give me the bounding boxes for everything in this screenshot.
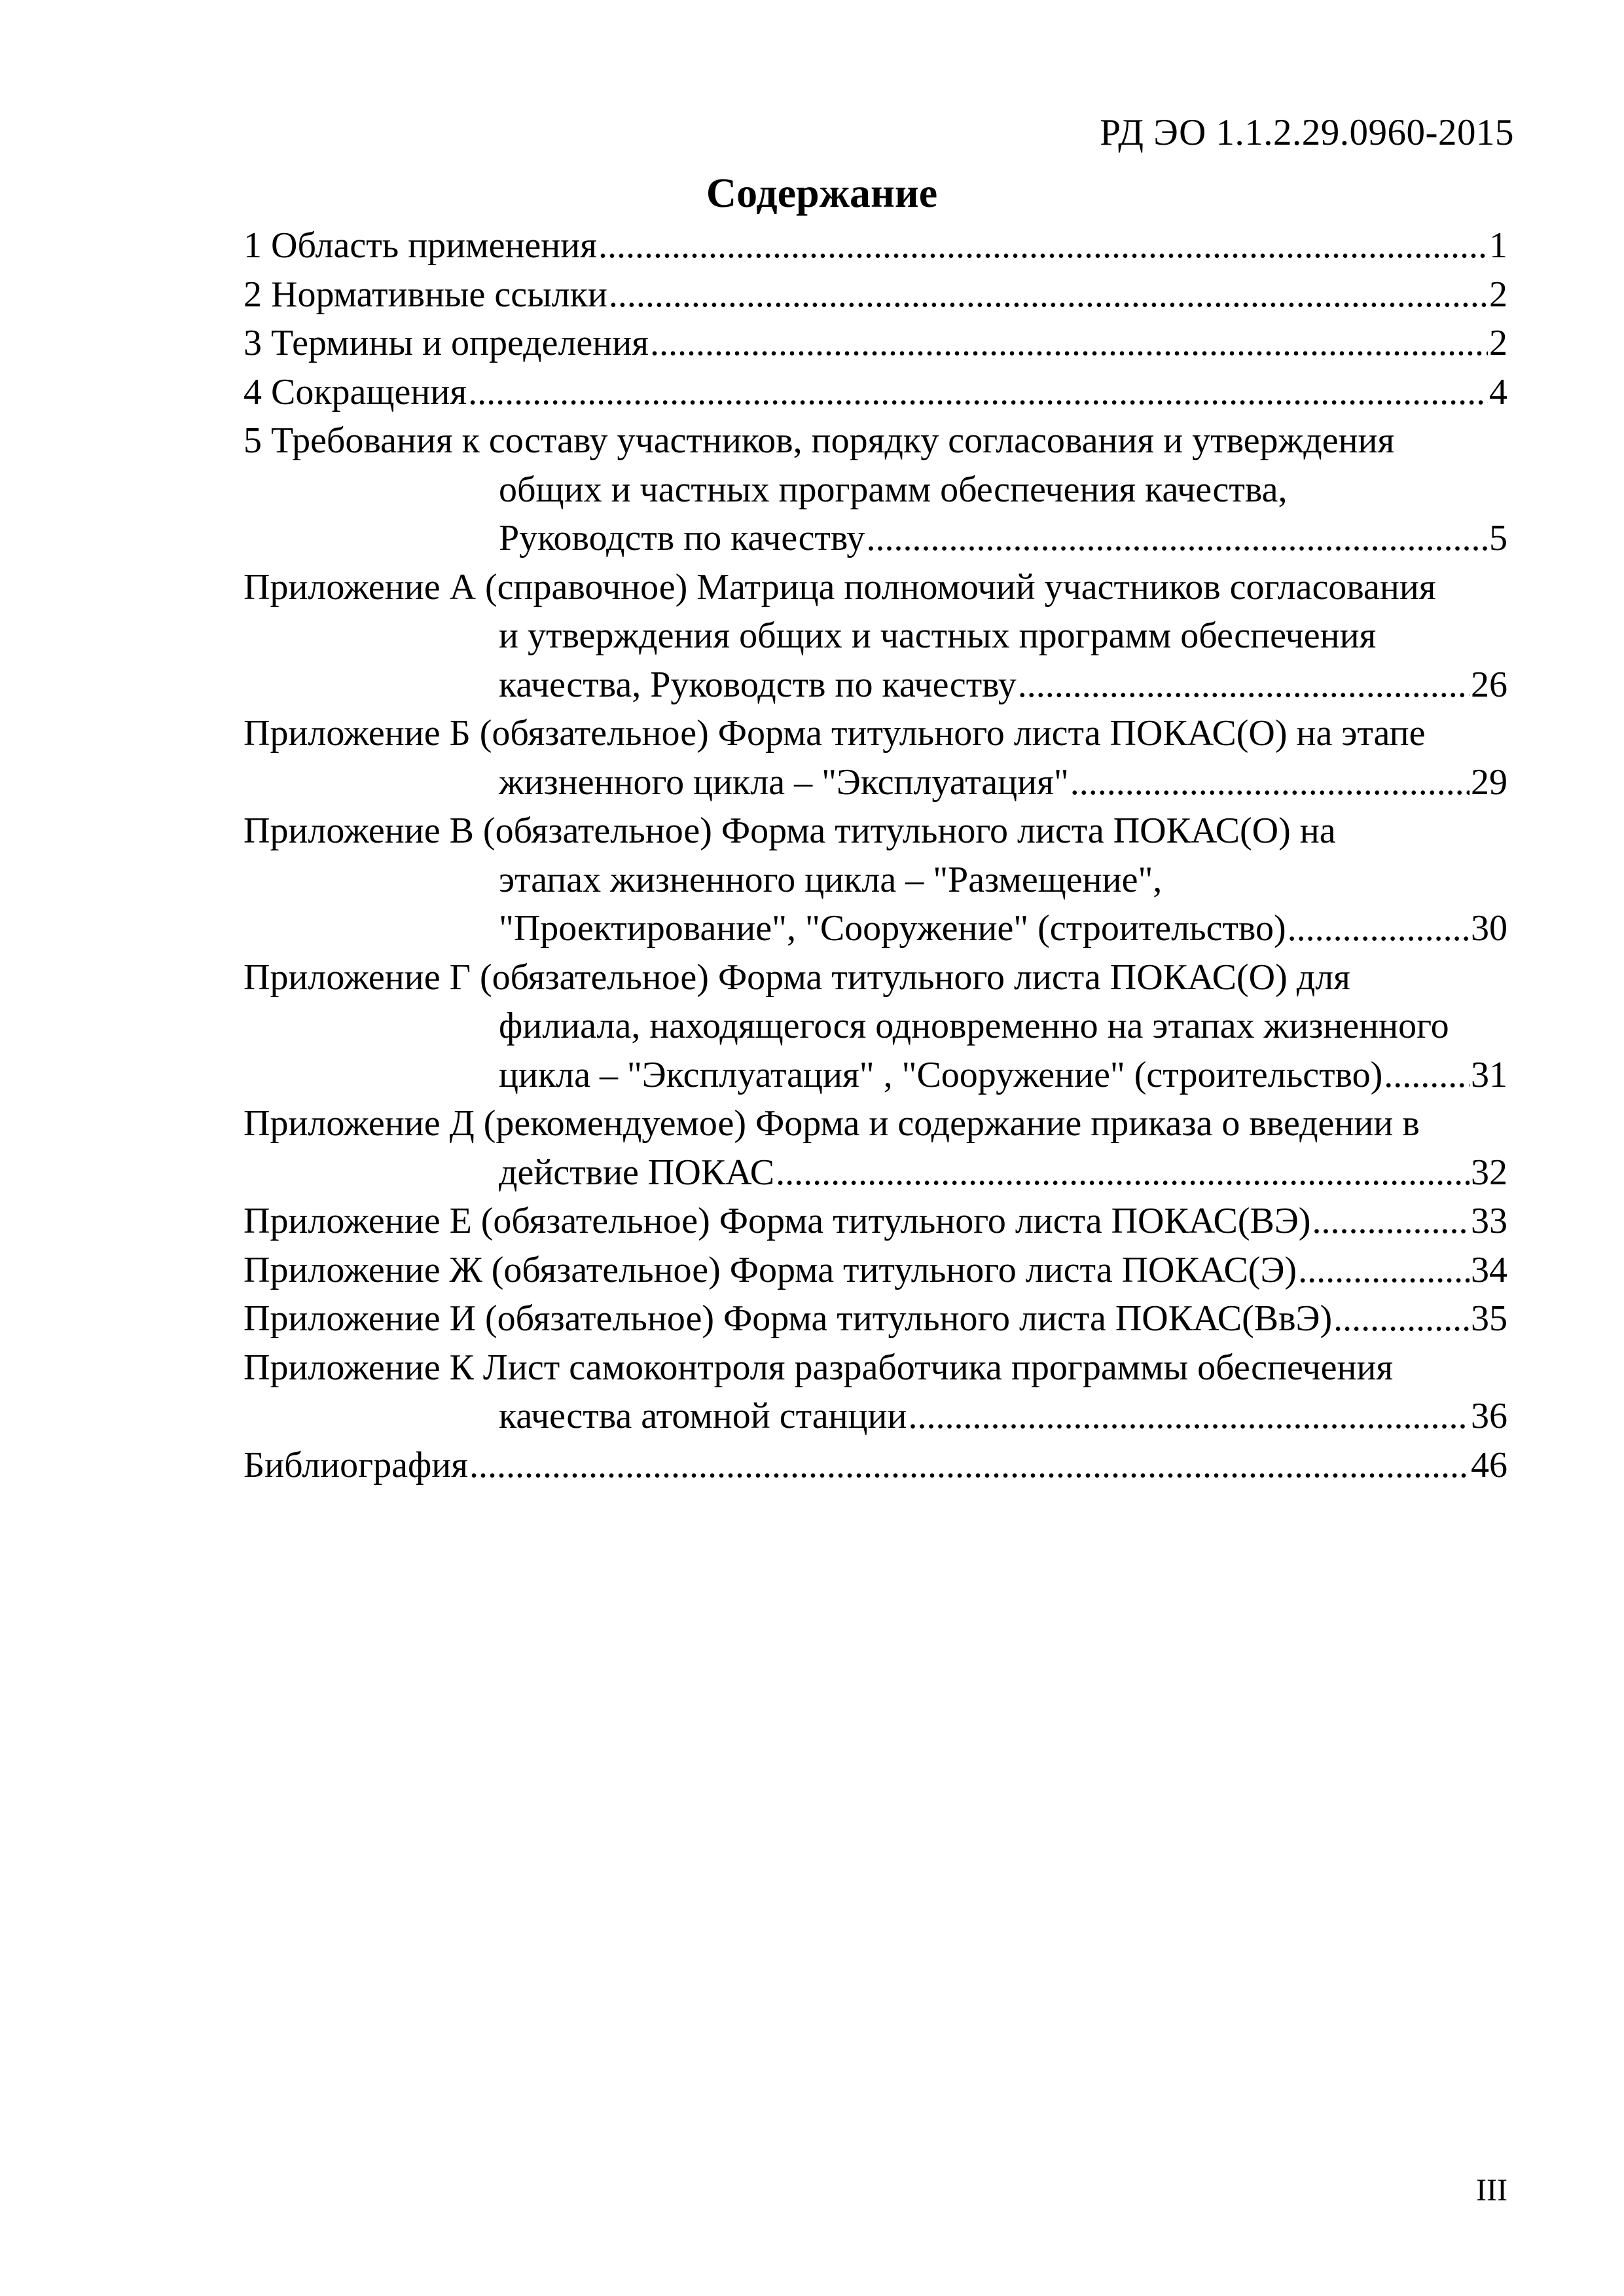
table-of-contents xyxy=(244,221,1507,1489)
toc-entry xyxy=(244,807,1507,953)
toc-line xyxy=(244,661,1507,710)
dot-leader xyxy=(650,319,1488,368)
dot-leader xyxy=(1312,1197,1470,1246)
dot-leader xyxy=(1333,1294,1470,1343)
toc-entry-text: Приложение Б (обязательное) Форма титульного листа ПОКАС(О) на этапе xyxy=(244,713,1426,754)
toc-page-number: 2 xyxy=(1489,274,1507,315)
toc-entry xyxy=(244,1343,1507,1441)
toc-entry-text: и утверждения общих и частных программ обеспечения xyxy=(499,615,1377,656)
dot-leader xyxy=(609,270,1488,319)
toc-line xyxy=(244,514,1507,563)
toc-entry xyxy=(244,270,1507,319)
toc-page-number: 26 xyxy=(1471,664,1507,705)
toc-entry xyxy=(244,368,1507,417)
toc-line xyxy=(244,1197,1507,1246)
toc-entry-text: 4 Сокращения xyxy=(244,371,467,412)
toc-line xyxy=(244,1441,1507,1490)
toc-entry xyxy=(244,1246,1507,1295)
toc-page-number: 36 xyxy=(1471,1396,1507,1436)
dot-leader xyxy=(469,1441,1470,1490)
toc-entry xyxy=(244,709,1507,807)
toc-entry-text: Приложение Е (обязательное) Форма титульного листа ПОКАС(ВЭ) xyxy=(244,1201,1311,1241)
toc-line xyxy=(244,221,1507,270)
toc-entry-text: цикла – "Эксплуатация" , "Сооружение" (строительство) xyxy=(499,1054,1383,1095)
toc-entry xyxy=(244,563,1507,710)
toc-page-number: 34 xyxy=(1471,1249,1507,1290)
page-number: III xyxy=(1476,2173,1507,2208)
toc-page-number: 4 xyxy=(1489,371,1507,412)
toc-page-number: 35 xyxy=(1471,1298,1507,1339)
toc-entry-text: Приложение И (обязательное) Форма титульного листа ПОКАС(ВвЭ) xyxy=(244,1298,1333,1339)
toc-line xyxy=(244,758,1507,807)
toc-line xyxy=(244,904,1507,953)
toc-line xyxy=(244,953,1507,1002)
toc-entry-text: 5 Требования к составу участников, порядку согласования и утверждения xyxy=(244,420,1395,461)
toc-page-number: 30 xyxy=(1471,908,1507,949)
toc-line xyxy=(244,1294,1507,1343)
toc-line xyxy=(244,416,1507,465)
toc-entry-text: этапах жизненного цикла – "Размещение", xyxy=(499,859,1163,900)
toc-entry-text: 2 Нормативные ссылки xyxy=(244,274,607,315)
toc-line xyxy=(244,611,1507,661)
toc-entry-text: "Проектирование", "Сооружение" (строительство) xyxy=(499,908,1286,949)
toc-entry-text: качества атомной станции xyxy=(499,1396,907,1436)
toc-line xyxy=(244,1392,1507,1441)
toc-entry xyxy=(244,416,1507,563)
toc-entry-text: Приложение К Лист самоконтроля разработчика программы обеспечения xyxy=(244,1347,1394,1388)
dot-leader xyxy=(598,221,1488,270)
toc-line xyxy=(244,1148,1507,1197)
dot-leader xyxy=(468,368,1488,417)
toc-line xyxy=(244,1246,1507,1295)
toc-page-number: 46 xyxy=(1471,1444,1507,1485)
toc-page-number: 29 xyxy=(1471,761,1507,803)
toc-entry-text: Приложение Ж (обязательное) Форма титульного листа ПОКАС(Э) xyxy=(244,1249,1297,1290)
toc-page-number: 5 xyxy=(1489,518,1507,558)
toc-line xyxy=(244,1099,1507,1148)
toc-line xyxy=(244,1343,1507,1393)
dot-leader xyxy=(908,1392,1470,1441)
toc-entry-text: Приложение Г (обязательное) Форма титульного листа ПОКАС(О) для xyxy=(244,957,1350,998)
toc-entry-text: Приложение Д (рекомендуемое) Форма и содержание приказа о введении в xyxy=(244,1103,1420,1144)
dot-leader xyxy=(866,514,1488,563)
toc-line xyxy=(244,807,1507,856)
toc-entry xyxy=(244,953,1507,1100)
toc-entry-text: Приложение В (обязательное) Форма титульного листа ПОКАС(О) на xyxy=(244,811,1336,851)
toc-entry-text: 3 Термины и определения xyxy=(244,323,649,363)
toc-line xyxy=(244,270,1507,319)
toc-line xyxy=(244,465,1507,515)
toc-line xyxy=(244,563,1507,612)
dot-leader xyxy=(1070,758,1470,807)
toc-entry xyxy=(244,1294,1507,1343)
toc-entry xyxy=(244,319,1507,368)
toc-line xyxy=(244,319,1507,368)
toc-entry xyxy=(244,221,1507,270)
toc-line xyxy=(244,1002,1507,1051)
toc-page-number: 1 xyxy=(1489,225,1507,266)
toc-entry xyxy=(244,1197,1507,1246)
toc-line xyxy=(244,709,1507,758)
toc-entry-text: Руководств по качеству xyxy=(499,518,865,558)
dot-leader xyxy=(1298,1246,1470,1295)
toc-page-number: 31 xyxy=(1471,1054,1507,1095)
toc-line xyxy=(244,368,1507,417)
toc-page-number: 2 xyxy=(1489,323,1507,363)
dot-leader xyxy=(1018,661,1470,710)
toc-entry-text: филиала, находящегося одновременно на этапах жизненного xyxy=(499,1006,1449,1046)
toc-entry-text: Приложение А (справочное) Матрица полномочий участников согласования xyxy=(244,566,1436,608)
toc-page-number: 32 xyxy=(1471,1152,1507,1193)
dot-leader xyxy=(776,1148,1470,1197)
toc-line xyxy=(244,1051,1507,1100)
toc-entry xyxy=(244,1441,1507,1490)
toc-entry-text: качества, Руководств по качеству xyxy=(499,664,1017,705)
toc-entry-text: Библиография xyxy=(244,1444,468,1485)
toc-entry-text: действие ПОКАС xyxy=(499,1152,775,1193)
toc-entry-text: 1 Область применения xyxy=(244,225,597,266)
dot-leader xyxy=(1384,1051,1470,1100)
toc-entry-text: общих и частных программ обеспечения качества, xyxy=(499,469,1288,510)
toc-page-number: 33 xyxy=(1471,1201,1507,1241)
toc-entry xyxy=(244,1099,1507,1197)
toc-entry-text: жизненного цикла – "Эксплуатация" xyxy=(499,761,1069,803)
page-title: Содержание xyxy=(706,170,938,216)
toc-line xyxy=(244,856,1507,905)
dot-leader xyxy=(1288,904,1470,953)
document-code: РД ЭО 1.1.2.29.0960-2015 xyxy=(1100,112,1514,153)
